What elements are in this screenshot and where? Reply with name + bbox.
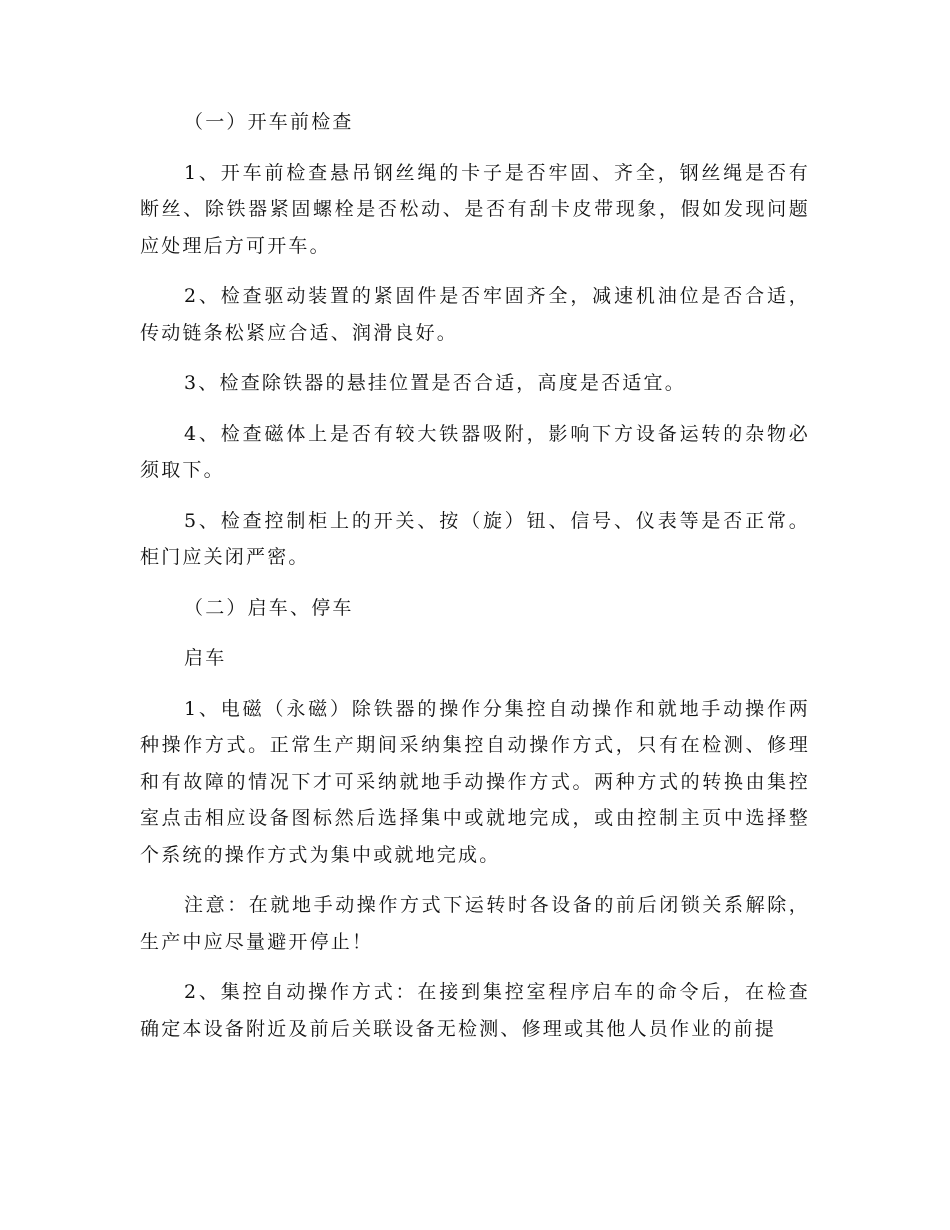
section-heading-pre-start-check: （一）开车前检查 xyxy=(184,111,354,133)
paragraph-check-5: 5、检查控制柜上的开关、按（旋）钮、信号、仪表等是否正常。柜门应关闭严密。 xyxy=(140,509,810,568)
paragraph-check-1: 1、开车前检查悬吊钢丝绳的卡子是否牢固、齐全，钢丝绳是否有断丝、除铁器紧固螺栓是否松动、是否有刮卡皮带现象，假如发现问题应处理后方可开车。 xyxy=(140,161,810,257)
paragraph-check-3: 3、检查除铁器的悬挂位置是否合适，高度是否适宜。 xyxy=(184,372,686,394)
document-page xyxy=(140,104,810,1061)
paragraph-start-1: 1、电磁（永磁）除铁器的操作分集控自动操作和就地手动操作两种操作方式。正常生产期间采纳集控自动操作方式，只有在检测、修理和有故障的情况下才可采纳就地手动操作方式。两种方式的转换由集控室点击相应设备图标然后选择集中或就地完成，或由控制主页中选择整个系统的操作方式为集中或就地完成。 xyxy=(140,697,810,866)
section-heading-start-stop: （二）启车、停车 xyxy=(184,596,354,619)
paragraph-start-2: 2、集控自动操作方式：在接到集控室程序启车的命令后，在检查确定本设备附近及前后关联设备无检测、修理或其他人员作业的前提 xyxy=(140,981,810,1040)
paragraph-check-2: 2、检查驱动装置的紧固件是否牢固齐全，减速机油位是否合适，传动链条松紧应合适、润滑良好。 xyxy=(140,285,810,344)
paragraph-note: 注意：在就地手动操作方式下运转时各设备的前后闭锁关系解除，生产中应尽量避开停止！ xyxy=(140,894,810,953)
paragraph-check-4: 4、检查磁体上是否有较大铁器吸附，影响下方设备运转的杂物必须取下。 xyxy=(140,422,810,481)
subheading-start: 启车 xyxy=(184,647,227,669)
